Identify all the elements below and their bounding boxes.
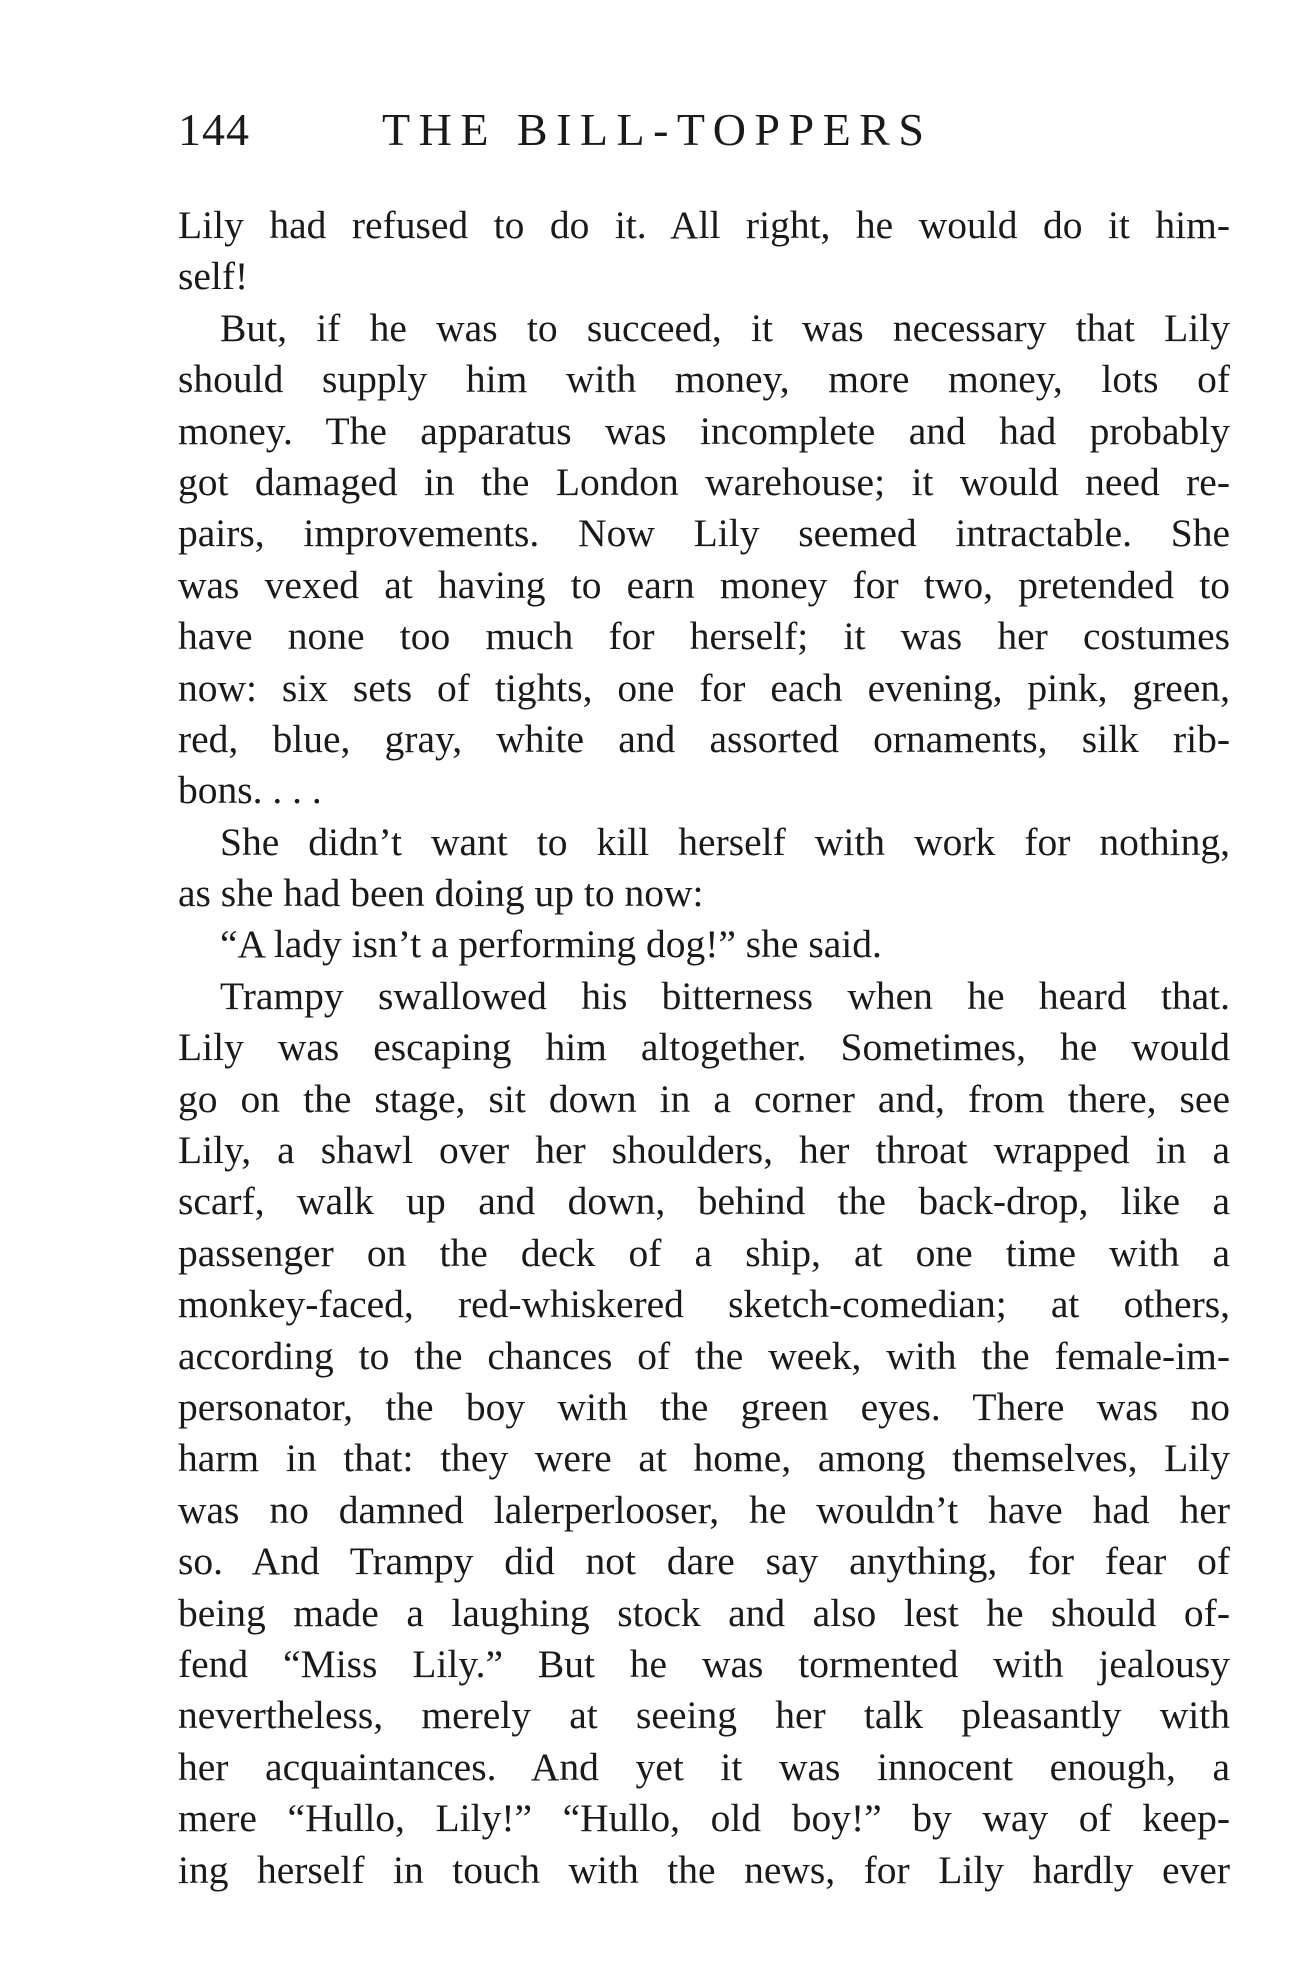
page-number: 144 bbox=[178, 104, 250, 155]
text-line: was no damned lalerperlooser, he wouldn’t have had her bbox=[178, 1487, 1230, 1532]
text-line: money. The apparatus was incomplete and had probably bbox=[178, 408, 1230, 453]
text-line: self! bbox=[178, 254, 249, 299]
text-line: monkey-faced, red-whiskered sketch-comedian; at others, bbox=[178, 1282, 1230, 1327]
text-line: go on the stage, sit down in a corner and, from there, see bbox=[178, 1076, 1230, 1121]
text-line: Lily had refused to do it. All right, he would do it him- bbox=[178, 203, 1230, 247]
text-line: pairs, improvements. Now Lily seemed intractable. She bbox=[178, 511, 1230, 556]
text-line: now: six sets of tights, one for each evening, pink, green, bbox=[178, 665, 1230, 710]
text-line: harm in that: they were at home, among themselves, Lily bbox=[178, 1436, 1230, 1481]
text-line: got damaged in the London warehouse; it would need re- bbox=[178, 459, 1230, 504]
text-line: according to the chances of the week, with the female-im- bbox=[178, 1333, 1230, 1378]
text-line: scarf, walk up and down, behind the back-drop, like a bbox=[178, 1179, 1230, 1224]
text-line: nevertheless, merely at seeing her talk pleasantly with bbox=[178, 1693, 1230, 1738]
text-line: passenger on the deck of a ship, at one time with a bbox=[178, 1230, 1230, 1275]
running-header bbox=[178, 100, 1078, 160]
text-line: Lily was escaping him altogether. Sometimes, he would bbox=[178, 1025, 1230, 1070]
text-line: She didn’t want to kill herself with work for nothing, bbox=[220, 819, 1230, 864]
text-line: bons. . . . bbox=[178, 768, 322, 813]
text-line: have none too much for herself; it was her costumes bbox=[178, 614, 1230, 659]
text-line: ing herself in touch with the news, for Lily hardly ever bbox=[178, 1847, 1230, 1892]
text-line: Lily, a shawl over her shoulders, her throat wrapped in a bbox=[178, 1128, 1230, 1173]
text-line: fend “Miss Lily.” But he was tormented with jealousy bbox=[178, 1641, 1230, 1686]
body-text bbox=[178, 200, 1230, 1896]
running-title: THE BILL-TOPPERS bbox=[382, 104, 933, 155]
text-line: personator, the boy with the green eyes. There was no bbox=[178, 1384, 1230, 1429]
text-line: being made a laughing stock and also lest he should of- bbox=[178, 1590, 1230, 1635]
text-line: her acquaintances. And yet it was innocent enough, a bbox=[178, 1744, 1230, 1789]
text-line: But, if he was to succeed, it was necessary that Lily bbox=[220, 305, 1230, 350]
text-line: so. And Trampy did not dare say anything, for fear of bbox=[178, 1539, 1230, 1584]
text-line: red, blue, gray, white and assorted ornaments, silk rib- bbox=[178, 716, 1230, 761]
text-line: Trampy swallowed his bitterness when he heard that. bbox=[220, 973, 1230, 1018]
text-line: mere “Hullo, Lily!” “Hullo, old boy!” by way of keep- bbox=[178, 1796, 1230, 1841]
text-line: should supply him with money, more money, lots of bbox=[178, 357, 1230, 402]
text-line: as she had been doing up to now: bbox=[178, 871, 704, 916]
text-line: was vexed at having to earn money for two, pretended to bbox=[178, 562, 1230, 607]
text-line: “A lady isn’t a performing dog!” she said. bbox=[220, 922, 882, 967]
